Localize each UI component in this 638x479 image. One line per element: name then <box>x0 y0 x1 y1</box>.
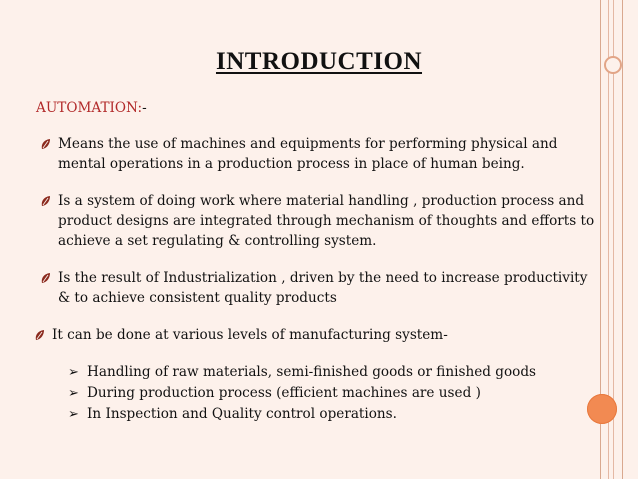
sub-list-item <box>36 404 596 425</box>
arrow-bullet-icon: ➢ <box>68 386 79 401</box>
heading-label: AUTOMATION: <box>36 100 143 116</box>
leaf-bullet-icon <box>40 195 52 207</box>
leaf-bullet-icon <box>34 329 46 341</box>
bullet-text: Means the use of machines and equipments for performing physical and mental operations in a production process in place of human being. <box>58 136 558 172</box>
bullet-item <box>36 134 596 174</box>
sub-item-text: Handling of raw materials, semi-finished goods or finished goods <box>87 364 537 380</box>
sub-item-text: In Inspection and Quality control operations. <box>87 406 397 422</box>
bullet-item <box>36 325 596 345</box>
bullet-text: Is the result of Industrialization , driven by the need to increase productivity & to achieve consistent quality products <box>58 270 588 306</box>
heading-dash: - <box>142 100 147 116</box>
sub-list-item <box>36 383 596 404</box>
bullet-text: Is a system of doing work where material handling , production process and product designs are integrated through mechanism of thoughts and efforts to achieve a set regulating & controlling system. <box>58 193 595 249</box>
section-heading <box>36 98 596 118</box>
bullet-item <box>36 191 596 251</box>
slide-title <box>0 48 638 76</box>
slide-content <box>36 98 596 425</box>
sub-list <box>36 362 596 425</box>
arrow-bullet-icon: ➢ <box>68 365 79 380</box>
bullet-item <box>36 268 596 308</box>
slide-title-text: INTRODUCTION <box>215 48 423 75</box>
sub-list-item <box>36 362 596 383</box>
bullet-text: It can be done at various levels of manufacturing system- <box>52 327 448 343</box>
leaf-bullet-icon <box>40 272 52 284</box>
arrow-bullet-icon: ➢ <box>68 407 79 422</box>
leaf-bullet-icon <box>40 138 52 150</box>
sub-item-text: During production process (efficient machines are used ) <box>87 385 481 401</box>
